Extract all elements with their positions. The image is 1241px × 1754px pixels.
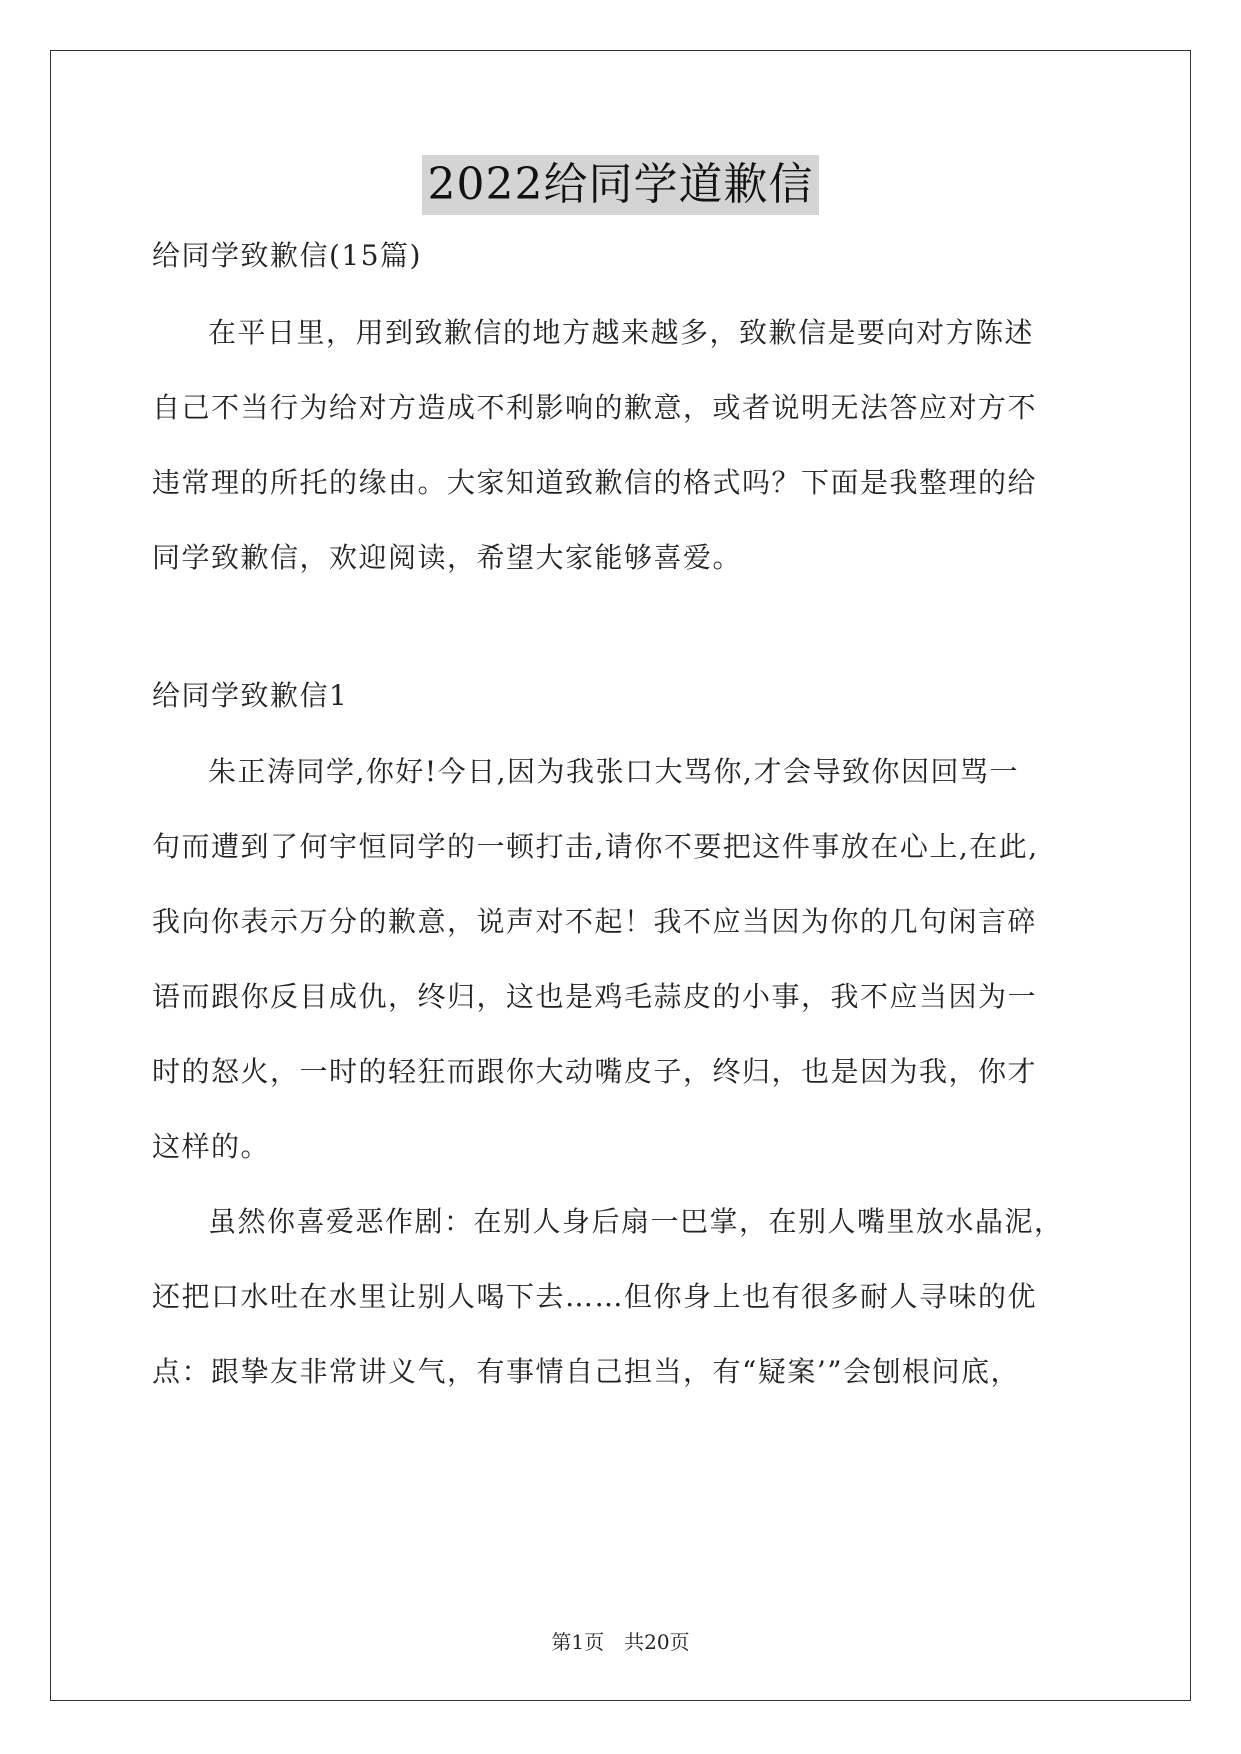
document-title: 2022给同学道歉信 xyxy=(422,155,820,215)
intro-line: 在平日里，用到致歉信的地方越来越多，致歉信是要向对方陈述 xyxy=(208,316,1035,349)
paragraph-line: 这样的。 xyxy=(152,1130,271,1163)
title-container xyxy=(0,155,1241,215)
paragraph-line: 时的怒火，一时的轻狂而跟你大动嘴皮子，终归，也是因为我，你才 xyxy=(152,1055,1038,1088)
page-number: 第1页 共20页 xyxy=(551,1630,690,1654)
subtitle: 给同学致歉信(15篇) xyxy=(152,239,422,272)
intro-line: 自己不当行为给对方造成不利影响的歉意，或者说明无法答应对方不 xyxy=(152,391,1038,424)
intro-line: 同学致歉信，欢迎阅读，希望大家能够喜爱。 xyxy=(152,541,743,574)
paragraph-line: 点：跟挚友非常讲义气，有事情自己担当，有“疑案’”会刨根问底， xyxy=(152,1355,1021,1388)
paragraph-line: 我向你表示万分的歉意，说声对不起！我不应当因为你的几句闲言碎 xyxy=(152,905,1038,938)
paragraph-line: 虽然你喜爱恶作剧：在别人身后扇一巴掌，在别人嘴里放水晶泥， xyxy=(208,1205,1064,1238)
intro-line: 违常理的所托的缘由。大家知道致歉信的格式吗？下面是我整理的给 xyxy=(152,466,1038,499)
paragraph-line: 朱正涛同学,你好!今日,因为我张口大骂你,才会导致你因回骂一 xyxy=(208,755,1019,788)
paragraph-line: 还把口水吐在水里让别人喝下去……但你身上也有很多耐人寻味的优 xyxy=(152,1280,1038,1313)
paragraph-line: 语而跟你反目成仇，终归，这也是鸡毛蒜皮的小事，我不应当因为一 xyxy=(152,980,1038,1013)
paragraph-line: 句而遭到了何宇恒同学的一顿打击,请你不要把这件事放在心上,在此, xyxy=(152,830,1039,863)
section-heading: 给同学致歉信1 xyxy=(152,679,349,712)
page-border xyxy=(50,50,1191,1701)
